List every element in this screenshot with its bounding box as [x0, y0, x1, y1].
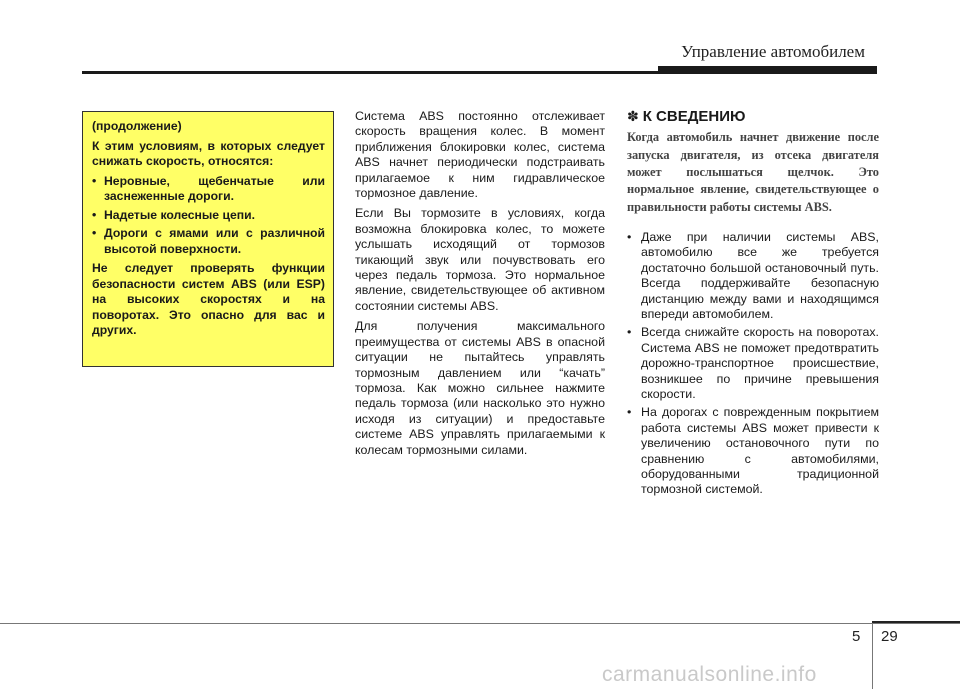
warning-box [82, 111, 334, 367]
warning-outro: Не следует проверять функции безопасности систем ABS (или ESP) на высоких скоростях и на поворотах. Это опасно для вас и других. [92, 261, 325, 337]
note-list-item [627, 230, 879, 322]
body-paragraph: Для получения максимального преимущества от системы ABS в опасной ситуации не пытайтесь управлять тормозным давлением или “качать” тормоза. Как можно сильнее нажмите педаль тормоза (или насколько это нужно исходя из ситуации) и предоставьте системе ABS управлять прилагаемыми к колесам тормозными силами. [355, 319, 605, 457]
body-column [355, 109, 605, 463]
bullet-icon: • [92, 207, 97, 222]
note-list-item [627, 405, 879, 497]
note-list-item [627, 325, 879, 402]
header-rule-accent [658, 66, 877, 72]
note-item-text: Даже при наличии системы ABS, автомобилю все же требуется достаточно большой остановочный путь. Всегда поддерживайте безопасную дистанцию между вами и находящимся впереди автомобилем. [641, 229, 879, 321]
note-item-text: Всегда снижайте скорость на поворотах. Система ABS не поможет предотвратить дорожно-транспортное происшествие, возникшее по причине превышения скорости. [641, 325, 879, 401]
page-number-divider [872, 624, 873, 689]
bullet-icon: • [92, 226, 97, 240]
bullet-icon: • [627, 229, 632, 244]
warning-list-item [92, 208, 325, 224]
note-subtext: Когда автомобиль начнет движение после запуска двигателя, из отсека двигателя может послышаться щелчок. Это нормальное явление, свидетельствующее о правильности работы системы ABS. [627, 130, 879, 214]
body-paragraph: Если Вы тормозите в условиях, когда возможна блокировка колес, то можете услышать исходящий от тормозов тикающий звук или почувствовать его через педаль тормоза. Это нормальное явление, свидетельствующее об активном состоянии системы ABS. [355, 206, 605, 313]
warning-list-item [92, 174, 325, 205]
footer-rule-accent [872, 621, 960, 623]
note-heading [627, 109, 879, 124]
warning-list-item [92, 226, 325, 257]
warning-item-text: Дороги с ямами или с различной высотой поверхности. [104, 226, 325, 256]
warning-item-text: Неровные, щебенчатые или заснеженные дороги. [104, 173, 325, 203]
warning-continued: (продолжение) [92, 119, 182, 133]
note-column [627, 109, 879, 501]
section-number: 5 [852, 628, 861, 645]
body-paragraph: Система ABS постоянно отслеживает скорость вращения колес. В момент приближения блокировки колес, система ABS начнет периодически подстраивать прилагаемое к ним гидравлическое тормозное давление. [355, 109, 605, 201]
warning-list [92, 174, 325, 258]
bullet-icon: • [92, 173, 97, 188]
watermark: carmanualsonline.info [602, 663, 817, 686]
bullet-icon: • [627, 405, 632, 420]
section-header-title: Управление автомобилем [681, 42, 865, 61]
page-number: 29 [881, 628, 898, 645]
warning-intro: К этим условиям, в которых следует снижать скорость, относятся: [92, 138, 325, 168]
note-heading-text: К СВЕДЕНИЮ [642, 108, 746, 125]
note-list [627, 230, 879, 498]
note-item-text: На дорогах с поврежденным покрытием работа системы ABS может привести к увеличению остановочного пути по сравнению с автомобилями, оборудованными традиционной тормозной системой. [641, 405, 879, 497]
star-icon: ✽ [627, 108, 639, 124]
bullet-icon: • [627, 325, 632, 340]
footer-rule [0, 623, 960, 624]
warning-item-text: Надетые колесные цепи. [104, 207, 255, 222]
